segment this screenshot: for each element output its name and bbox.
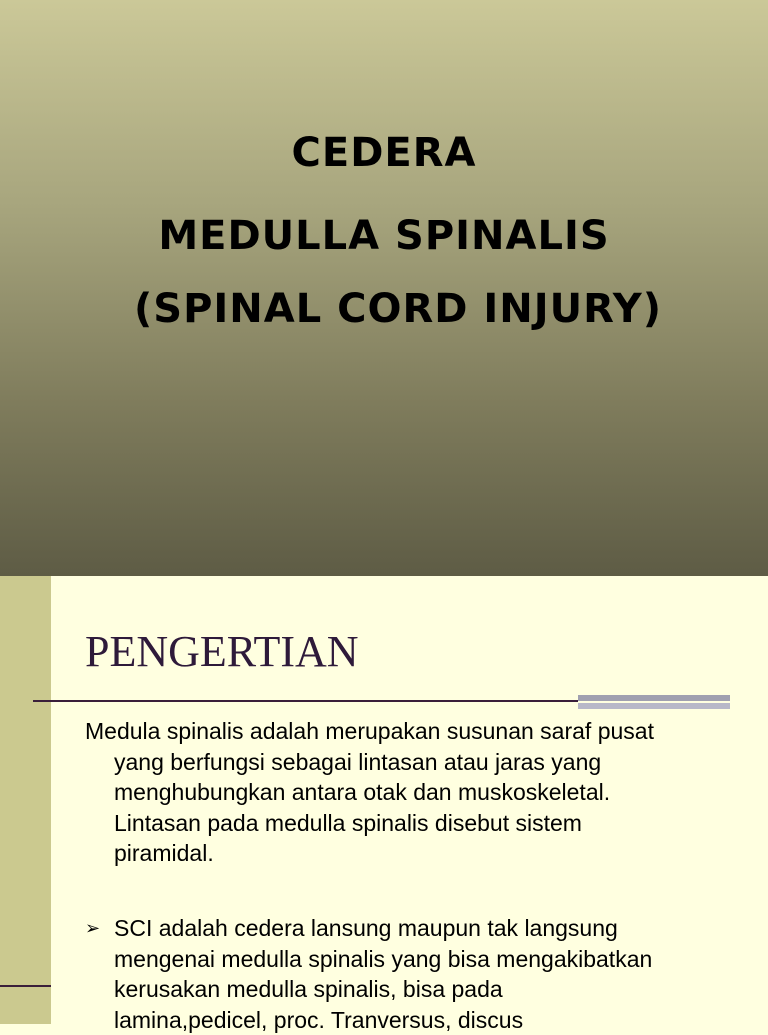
title-line-3: (SPINAL CORD INJURY) [14, 286, 768, 332]
paragraph-line: menghubungkan antara otak dan muskoskeletal. [85, 777, 735, 808]
bullet-line: lamina,pedicel, proc. Tranversus, discus [85, 1005, 735, 1035]
title-line-2: MEDULLA SPINALIS [0, 213, 768, 259]
heading-rule-decoration [578, 695, 730, 709]
paragraph-line: Medula spinalis adalah merupakan susunan saraf pusat [85, 716, 735, 747]
heading-rule [33, 700, 578, 702]
bullet-line: kerusakan medulla spinalis, bisa pada [85, 974, 735, 1005]
paragraph-line: Lintasan pada medulla spinalis disebut sistem [85, 808, 735, 839]
bullet-line: SCI adalah cedera lansung maupun tak langsung [85, 913, 735, 944]
paragraph-line: yang berfungsi sebagai lintasan atau jaras yang [85, 747, 735, 778]
arrow-bullet-icon: ➢ [85, 913, 100, 944]
slide-heading: PENGERTIAN [85, 626, 359, 677]
content-slide [0, 576, 768, 1024]
title-line-1: CEDERA [0, 130, 768, 176]
bullet-line: mengenai medulla spinalis yang bisa mengakibatkan [85, 944, 735, 975]
paragraph-line: piramidal. [85, 838, 735, 869]
left-accent-bar [0, 576, 51, 1024]
bullet-item [85, 913, 735, 1035]
left-bar-divider [0, 985, 51, 987]
definition-paragraph [85, 716, 735, 869]
